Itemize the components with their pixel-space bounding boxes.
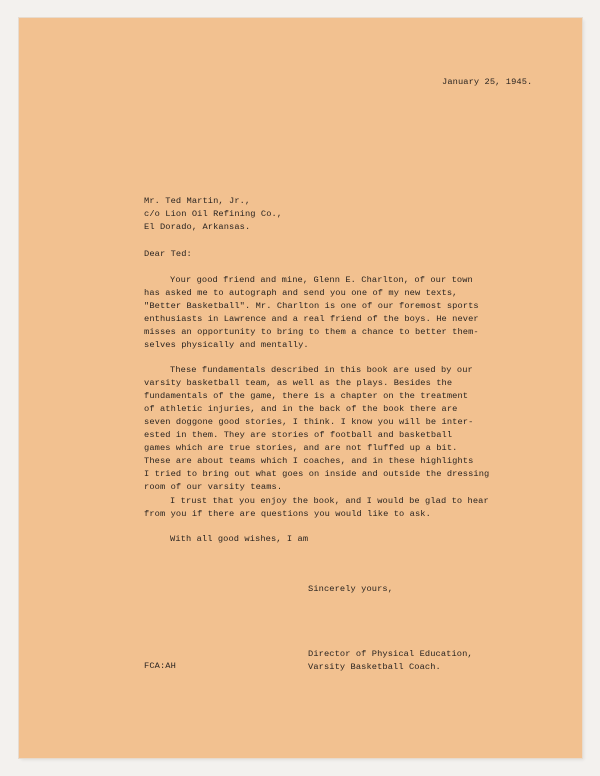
typist-initials: FCA:AH xyxy=(144,661,176,671)
paragraph-line: These are about teams which I coaches, and in these highlights xyxy=(144,456,474,466)
recipient-company: c/o Lion Oil Refining Co., xyxy=(144,209,283,219)
paragraph-line: from you if there are questions you would like to ask. xyxy=(144,509,431,519)
closing-line: With all good wishes, I am xyxy=(170,534,309,544)
paragraph-line: I tried to bring out what goes on inside and outside the dressing xyxy=(144,469,490,479)
paragraph-line: room of our varsity teams. xyxy=(144,482,283,492)
paragraph-line: misses an opportunity to bring to them a chance to better them- xyxy=(144,327,479,337)
paragraph-line: selves physically and mentally. xyxy=(144,340,309,350)
salutation: Dear Ted: xyxy=(144,249,192,259)
paragraph-line: Your good friend and mine, Glenn E. Charlton, of our town xyxy=(170,275,473,285)
paragraph-line: varsity basketball team, as well as the plays. Besides the xyxy=(144,378,453,388)
signature-title: Varsity Basketball Coach. xyxy=(308,662,441,672)
paragraph-line: games which are true stories, and are not fluffed up a bit. xyxy=(144,443,458,453)
paragraph-line: has asked me to autograph and send you one of my new texts, xyxy=(144,288,458,298)
paragraph-line: enthusiasts in Lawrence and a real friend of the boys. He never xyxy=(144,314,479,324)
paragraph-line: seven doggone good stories, I think. I know you will be inter- xyxy=(144,417,474,427)
signature-title: Director of Physical Education, xyxy=(308,649,473,659)
paragraph-line: ested in them. They are stories of football and basketball xyxy=(144,430,453,440)
paragraph-line: These fundamentals described in this book are used by our xyxy=(170,365,473,375)
recipient-name: Mr. Ted Martin, Jr., xyxy=(144,196,251,206)
paragraph-line: I trust that you enjoy the book, and I would be glad to hear xyxy=(170,496,489,506)
letter-page xyxy=(19,18,582,758)
paragraph-line: fundamentals of the game, there is a chapter on the treatment xyxy=(144,391,469,401)
sign-off: Sincerely yours, xyxy=(308,584,394,594)
paragraph-line: of athletic injuries, and in the back of the book there are xyxy=(144,404,458,414)
recipient-city: El Dorado, Arkansas. xyxy=(144,222,251,232)
paragraph-line: "Better Basketball". Mr. Charlton is one of our foremost sports xyxy=(144,301,479,311)
letter-date: January 25, 1945. xyxy=(442,77,533,87)
